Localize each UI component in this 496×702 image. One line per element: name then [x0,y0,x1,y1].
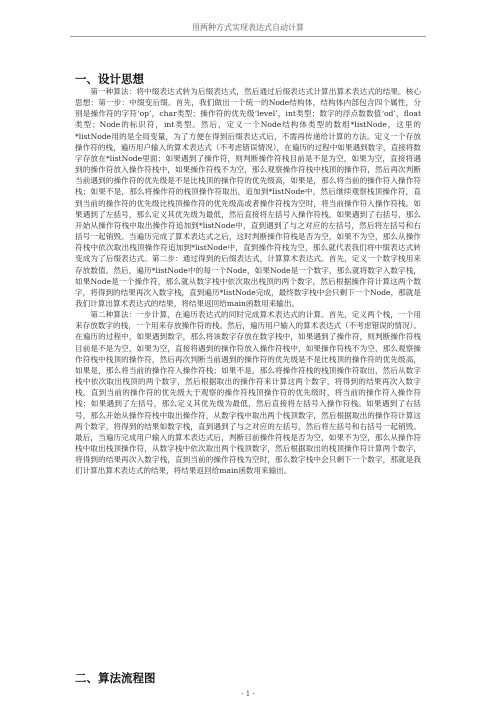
running-header: 用两种方式实现表达式自动计算 [70,22,426,37]
section-heading-design: 一、设计思想 [75,72,144,86]
page-number: - 1 - [241,690,255,698]
section-heading-flowchart: 二、算法流程图 [75,671,156,685]
paragraph-algorithm-2: 第二种算法：一步计算，在遍历表达式的同时完成算术表达式的计算。首先，定义两个栈，一个用来存放数字的栈，一个用来存放操作符的栈。然后，遍历用户输入的算术表达式（不考虑错误的情况）。在遍历的过程中，如果遇到数字，那么将该数字存放在数字栈中，如果遇到了操作符，则判断操作符栈目前是不是为空，如果为空，直接将遇到的操作符放入操作符栈中，如果操作符栈不为空，那么观察操作符栈中栈顶的操作符，然后再次判断当前遇到的操作符的优先级是不是比栈顶的操作符的优先级高，如果是，那么将当前的操作符入操作符栈；如果不是，那么将操作符栈的栈顶操作符取出，然后从数字栈中依次取出栈顶的两个数字，然后根据取出的操作符来计算这两个数字，将得到的结果再次入数字栈，直到当前的操作符的优先级大于观察的操作符栈顶操作符的优先级时，将当前的操作符入操作符栈；如果遇到了左括号，那么定义其优先级为最低，然后直接将左括号入操作符栈。如果遇到了右括号，那么开始从操作符栈中取出操作符，从数字栈中取出两个栈顶数字，然后根据取出的操作符计算这两个数字，将得到的结果如数字栈，直到遇到了与之对应的左括号，然后将左括号和右括号一起销毁。最后，当遍历完成用户输入的算术表达式后，判断目前操作符栈是否为空，如果不为空，那么从操作符栈中取出栈顶操作符，从数字栈中依次取出两个栈顶数字，然后根据取出的栈顶操作符计算两个数字，将得到的结果再次入数字栈，直到当前的操作符栈为空时，那么数字栈中会只剩下一个数字，那就是我们计算出算术表达式的结果，将结果返回给main函数用来输出。 [75,310,421,476]
paragraph-algorithm-1: 第一种算法：将中缀表达式转为后缀表达式，然后通过后缀表达式计算出算术表达式的结果。核心思想：第一步：中缀变后缀。首先，我们做出一个统一的Node结构体，结构体内部包含四个属性，分别是操作符的字符‘op’，char类型；操作符的优先级‘level’，int类型；数字的浮点数数值‘od’，float类型；Node的标识符，int类型。然后，定义一个Node结构体类型的数组*listNode，这里的*listNode用的是全局变量，为了方便在得到后缀表达式后，不需再传递给计算的方法。定义一个存放操作符的栈，遍历用户输入的算术表达式（不考虑错误情况），在遍历的过程中如果遇到数字，直接将数字存放在*listNode里面；如果遇到了操作符，则判断操作符栈目前是不是为空，如果为空，直接将遇到的操作符放入操作符栈中，如果操作符栈不为空，那么观察操作符栈中栈顶的操作符，然后再次判断当前遇到的操作符的优先级是不是比栈顶的操作符的优先级高，如果是，那么将当前的操作符入操作符栈；如果不是，那么将操作符的栈顶操作符取出，追加到*listNode中，然后继续观察栈顶操作符，直到当前的操作符的优先级比栈顶操作符的优先级高或者操作符栈为空时，将当前操作符入操作符栈。如果遇到了左括号，那么定义其优先级为最低，然后直接将左括号入操作符栈。如果遇到了右括号，那么开始从操作符栈中取出操作符追加到*listNode中，直到遇到了与之对应的左括号，然后将左括号和右括号一起销毁。当遍历完成了算术表达式之后，这时判断操作符栈是否为空，如果不为空，那么从操作符栈中依次取出栈顶操作符追加到*listNode中，直到操作符栈为空，那么就代表我们将中缀表达式转变成为了后缀表达式。第二步：通过得到的后缀表达式，计算算术表达式。首先，定义一个数字栈用来存放数值。然后，遍历*listNode中的每一个Node，如果Node是一个数字，那么就将数字入数字栈，如果Node是一个操作符，那么就从数字栈中依次取出栈顶的两个数字，然后根据操作符计算这两个数字，将得到的结果再次入数字栈，直到遍历*listNode完成，最终数字栈中会只剩下一个Node，那就是我们计算出算术表达式的结果，将结果返回给main函数用来输出。 [75,87,421,308]
section-body [75,86,421,476]
